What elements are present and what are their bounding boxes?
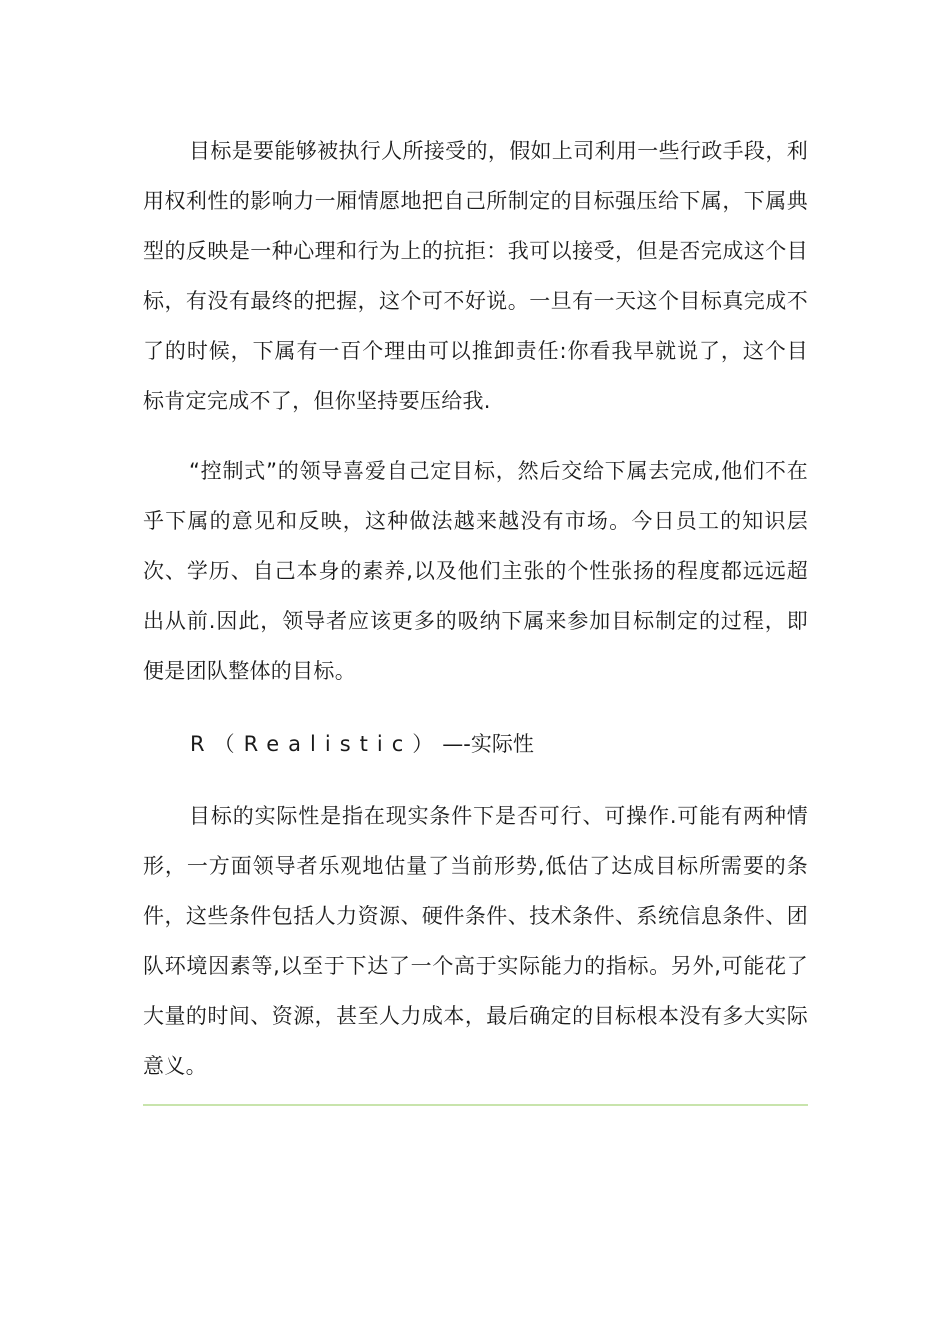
paragraph-2: “控制式”的领导喜爱自己定目标，然后交给下属去完成,他们不在乎下属的意见和反映，这种做法越来越没有市场。今日员工的知识层次、学历、自己本身的素养,以及他们主张的个性张扬的程度都远远超出从前.因此，领导者应该更多的吸纳下属来参加目标制定的过程，即便是团队整体的目标。 bbox=[143, 459, 808, 683]
paragraph-1: 目标是要能够被执行人所接受的，假如上司利用一些行政手段，利用权利性的影响力一厢情愿地把自己所制定的目标强压给下属，下属典型的反映是一种心理和行为上的抗拒：我可以接受，但是否完成这个目标，有没有最终的把握，这个可不好说。一旦有一天这个目标真完成不了的时候，下属有一百个理由可以推卸责任:你看我早就说了，这个目标肯定完成不了，但你坚持要压给我. bbox=[143, 139, 808, 413]
section-heading-chinese: —-实际性 bbox=[442, 732, 534, 756]
section-heading bbox=[190, 726, 534, 762]
section-heading-latin: R（Realistic） bbox=[190, 732, 443, 756]
paragraph-3: 目标的实际性是指在现实条件下是否可行、可操作.可能有两种情形，一方面领导者乐观地估量了当前形势,低估了达成目标所需要的条件，这些条件包括人力资源、硬件条件、技术条件、系统信息条件、团队环境因素等,以至于下达了一个高于实际能力的指标。另外,可能花了大量的时间、资源，甚至人力成本，最后确定的目标根本没有多大实际意义。 bbox=[143, 804, 808, 1078]
divider-line bbox=[143, 1104, 808, 1106]
